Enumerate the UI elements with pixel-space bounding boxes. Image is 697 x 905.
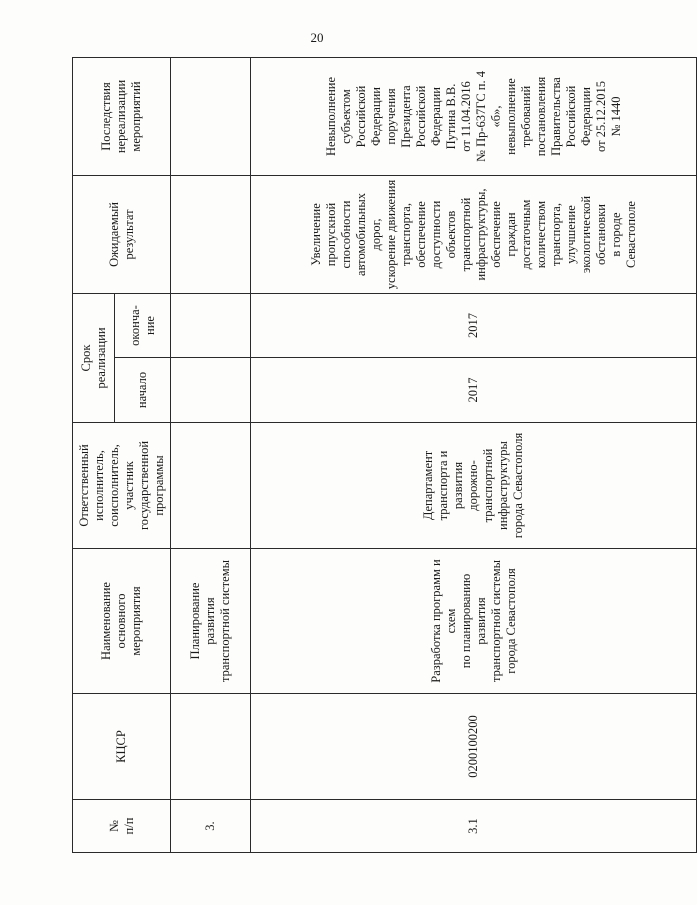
cell-consequences bbox=[171, 58, 251, 176]
header-row-1 bbox=[73, 58, 115, 853]
cell-responsible: Департамент транспорта и развития дорожно- транспортной инфраструктуры города Севастополя bbox=[251, 423, 697, 549]
cell-end bbox=[171, 294, 251, 358]
header-result: Ожидаемый результат bbox=[73, 176, 171, 294]
table-row bbox=[171, 58, 251, 853]
cell-result bbox=[171, 176, 251, 294]
table-row bbox=[251, 58, 697, 853]
header-responsible: Ответственный исполнитель, соисполнитель, участник государственной программы bbox=[73, 423, 171, 549]
header-kcsr: КЦСР bbox=[73, 694, 171, 800]
cell-kcsr: 0200100200 bbox=[251, 694, 697, 800]
header-period: Срок реализации bbox=[73, 294, 115, 423]
cell-name: Разработка программ и схем по планированию развития транспортной системы города Севастополя bbox=[251, 549, 697, 694]
cell-start bbox=[171, 358, 251, 423]
cell-name: Планирование развития транспортной системы bbox=[171, 549, 251, 694]
cell-num: 3. bbox=[171, 800, 251, 853]
cell-consequences: Невыполнение субъектом Российской Федерации поручения Президента Российской Федерации Путина В.В. от 11.04.2016 № Пр-637ГС п. 4 «б», невыполнение требований постановления Правительства Российской Федерации от 25.12.2015 № 1440 bbox=[251, 58, 697, 176]
cell-result: Увеличение пропускной способности автомобильных дорог, ускорение движения транспорта, обеспечение доступности объектов транспортной инфраструктуры, обеспечение граждан достаточным количеством транспорта, улучшение экологической обстановки в городе Севастополе bbox=[251, 176, 697, 294]
cell-num: 3.1 bbox=[251, 800, 697, 853]
cell-responsible bbox=[171, 423, 251, 549]
header-end: оконча- ние bbox=[115, 294, 171, 358]
cell-start: 2017 bbox=[251, 358, 697, 423]
header-num: № п/п bbox=[73, 800, 171, 853]
rotated-table-container bbox=[72, 58, 697, 853]
header-start: начало bbox=[115, 358, 171, 423]
program-measures-table bbox=[72, 57, 697, 853]
cell-end: 2017 bbox=[251, 294, 697, 358]
page-number: 20 bbox=[310, 30, 324, 45]
cell-kcsr bbox=[171, 694, 251, 800]
header-name: Наименование основного мероприятия bbox=[73, 549, 171, 694]
header-consequences: Последствия нереализации мероприятий bbox=[73, 58, 171, 176]
